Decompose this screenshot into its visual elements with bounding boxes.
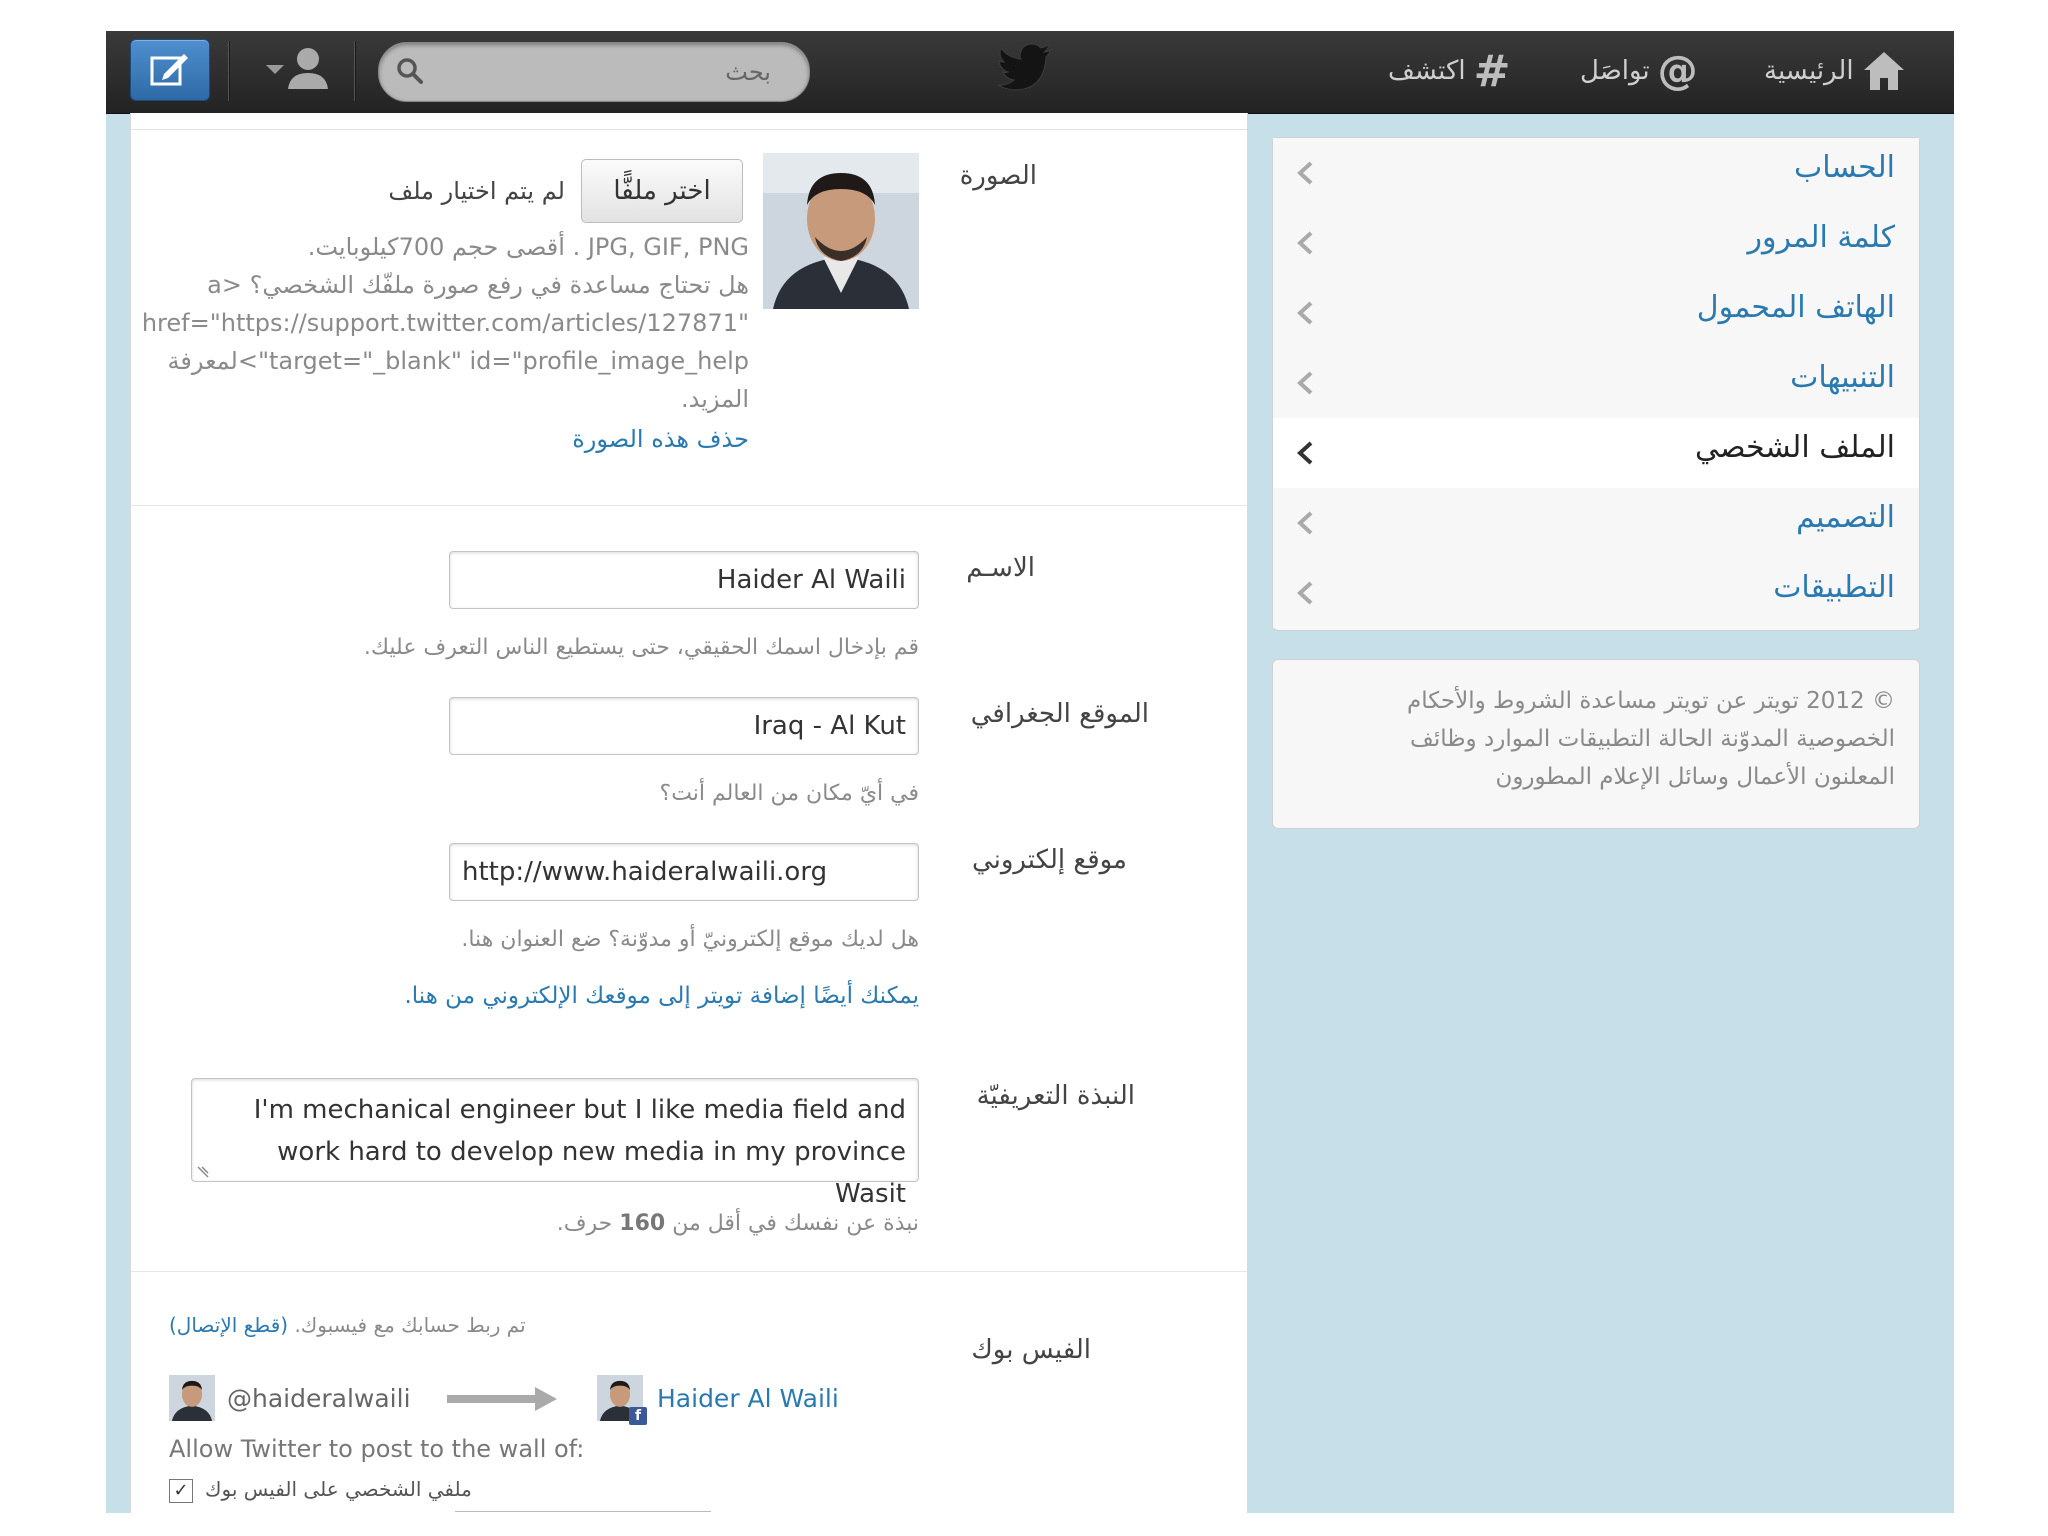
chevron-left-icon	[1295, 510, 1315, 536]
post-to-wall-label: ملفي الشخصي على الفيس بوك	[205, 1477, 472, 1501]
location-field[interactable]	[449, 697, 919, 755]
post-to-wall-checkbox[interactable]: ✓	[169, 1479, 193, 1503]
chevron-left-icon	[1295, 230, 1315, 256]
sidebar-item-profile[interactable]	[1273, 418, 1919, 489]
picture-hint-line-5: المزيد.	[680, 385, 749, 413]
twitter-bird-icon	[998, 44, 1052, 90]
arrow-right-icon	[447, 1387, 557, 1411]
footer-line-3[interactable]: المعلنون الأعمال وسائل الإعلام المطورون	[1495, 764, 1895, 790]
picture-hint-line-2: هل تحتاج مساعدة في رفع صورة ملفّك الشخصي؟ <a	[207, 271, 749, 299]
bio-hint	[557, 1211, 919, 1236]
facebook-avatar	[597, 1375, 643, 1424]
divider	[131, 1271, 1247, 1272]
sidebar-item-notifications[interactable]	[1273, 348, 1919, 419]
profile-avatar	[763, 153, 919, 309]
footer-line-1[interactable]: © 2012 تويتر عن تويتر مساعدة الشروط والأحكام	[1406, 688, 1895, 714]
search-box	[378, 42, 810, 102]
compose-icon	[150, 52, 190, 88]
sidebar-item-label: التصميم	[1796, 500, 1895, 535]
twitter-account-row	[169, 1375, 411, 1421]
website-label: موقع إلكتروني	[971, 845, 1127, 875]
sidebar-item-label: الملف الشخصي	[1695, 430, 1895, 465]
divider	[131, 129, 1247, 130]
sidebar-item-design[interactable]	[1273, 488, 1919, 559]
app-window	[106, 31, 1954, 1513]
sidebar-item-account[interactable]	[1273, 138, 1919, 209]
bio-char-count: 160	[619, 1211, 666, 1236]
nav-home[interactable]	[1756, 43, 1906, 99]
divider	[455, 1511, 711, 1512]
twitter-avatar	[169, 1375, 215, 1421]
twitter-handle: @haideralwaili	[227, 1383, 411, 1413]
bio-label: النبذة التعريفيّة	[976, 1081, 1135, 1111]
compose-tweet-button[interactable]	[130, 39, 210, 101]
nav-discover-label: اكتشف	[1388, 56, 1466, 86]
chevron-left-icon	[1295, 160, 1315, 186]
choose-file-button[interactable]: اختر ملفًّا	[581, 159, 743, 223]
facebook-connected-text: تم ربط حسابك مع فيسبوك.	[294, 1313, 526, 1337]
sidebar-item-label: الحساب	[1794, 150, 1895, 185]
sidebar-item-label: التنبيهات	[1790, 360, 1895, 395]
chevron-left-icon	[1295, 370, 1315, 396]
chevron-left-icon	[1295, 300, 1315, 326]
location-hint: في أيّ مكان من العالم أنت؟	[659, 781, 919, 806]
location-label: الموقع الجغرافي	[970, 699, 1149, 729]
divider	[228, 41, 229, 101]
footer-links	[1272, 659, 1920, 829]
divider	[354, 41, 355, 101]
user-menu-button[interactable]	[256, 45, 336, 97]
chevron-left-icon	[1295, 440, 1315, 466]
search-icon[interactable]	[395, 56, 425, 86]
facebook-label: الفيس بوك	[971, 1335, 1091, 1365]
name-field[interactable]	[449, 551, 919, 609]
sidebar-item-mobile[interactable]	[1273, 278, 1919, 349]
profile-settings-panel	[130, 113, 1248, 1513]
search-input[interactable]	[449, 51, 773, 93]
nav-discover[interactable]	[1380, 43, 1510, 99]
sidebar-item-label: الهاتف المحمول	[1696, 290, 1895, 325]
website-field[interactable]	[449, 843, 919, 901]
caret-down-icon	[266, 65, 284, 74]
delete-photo-link[interactable]: حذف هذه الصورة	[572, 425, 749, 453]
sidebar-item-apps[interactable]	[1273, 558, 1919, 628]
sidebar-item-password[interactable]	[1273, 208, 1919, 279]
no-file-text: لم يتم اختيار ملف	[388, 177, 565, 205]
allow-post-text: Allow Twitter to post to the wall of:	[169, 1435, 585, 1463]
footer-line-2[interactable]: الخصوصية المدوّنة الحالة التطبيقات الموارد وظائف	[1410, 726, 1895, 752]
user-icon	[286, 45, 330, 91]
nav-connect[interactable]	[1572, 43, 1698, 99]
sidebar-item-label: كلمة المرور	[1747, 220, 1895, 255]
facebook-account-row	[597, 1375, 839, 1424]
facebook-status	[169, 1313, 526, 1337]
divider	[131, 505, 1247, 506]
top-bar	[106, 31, 1954, 114]
picture-hint-line-3: href="https://support.twitter.com/articles/127871"	[141, 309, 749, 337]
bio-hint-prefix: نبذة عن نفسك في أقل من	[672, 1211, 919, 1236]
picture-hint-line-4: لمعرفة<"target="_blank" id="profile_image_help	[167, 347, 749, 375]
hash-icon: #	[1473, 45, 1511, 97]
facebook-icon: f	[629, 1407, 647, 1425]
settings-side-nav	[1272, 137, 1920, 631]
sidebar-item-label: التطبيقات	[1773, 570, 1895, 605]
nav-connect-label: تواصَل	[1580, 56, 1650, 86]
facebook-profile-link[interactable]: Haider Al Waili	[657, 1383, 839, 1413]
resize-grip-icon[interactable]	[196, 1165, 210, 1179]
nav-home-label: الرئيسية	[1764, 56, 1854, 86]
at-icon: @	[1657, 48, 1698, 94]
bio-hint-suffix: حرف.	[556, 1211, 613, 1236]
picture-label: الصورة	[959, 161, 1037, 191]
add-twitter-to-site-link[interactable]: يمكنك أيضًا إضافة تويتر إلى موقعك الإلكتروني من هنا.	[404, 983, 919, 1009]
chevron-left-icon	[1295, 580, 1315, 606]
home-icon	[1862, 50, 1906, 92]
website-hint: هل لديك موقع إلكترونيّ أو مدوّنة؟ ضع العنوان هنا.	[461, 927, 919, 952]
name-hint: قم بإدخال اسمك الحقيقي، حتى يستطيع الناس التعرف عليك.	[363, 635, 919, 660]
bio-textarea[interactable]: I'm mechanical engineer but I like media field and work hard to develop new media in my province Wasit	[191, 1078, 919, 1182]
name-label: الاسـم	[966, 553, 1035, 583]
disconnect-facebook-link[interactable]: (قطع الإتصال)	[169, 1313, 289, 1337]
picture-hint-line-1: JPG, GIF, PNG . أقصى حجم 700كيلوبايت.	[307, 233, 749, 261]
